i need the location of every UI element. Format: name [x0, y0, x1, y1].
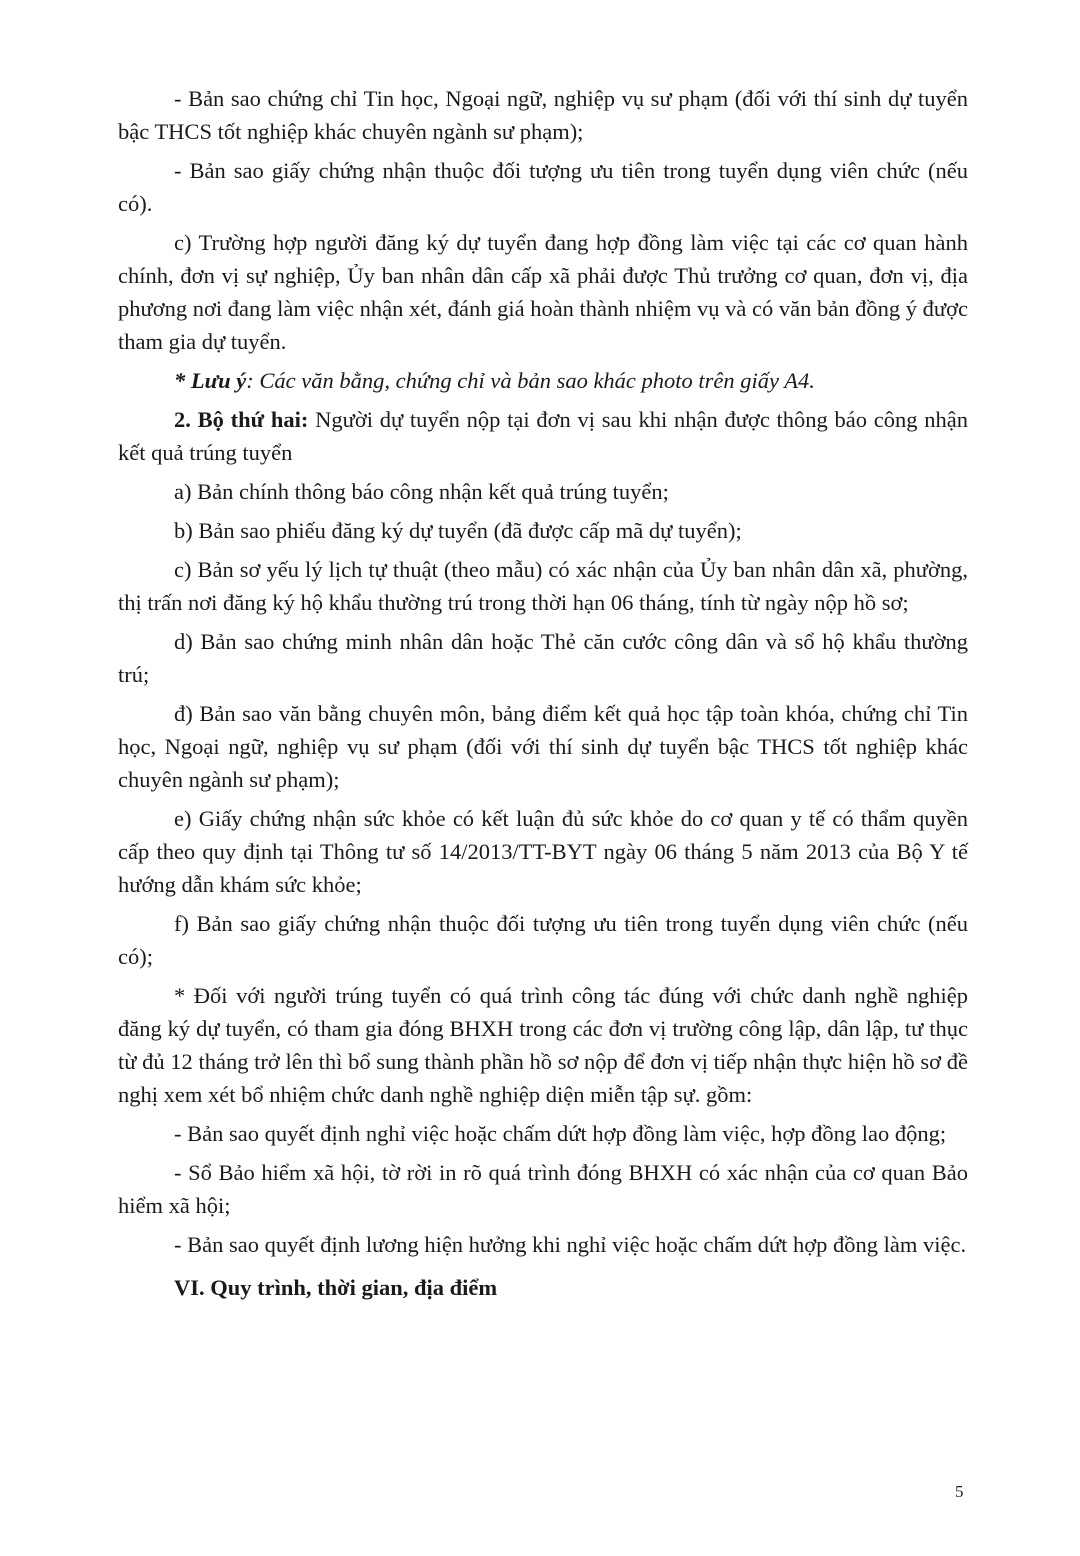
document-page	[118, 82, 968, 1310]
section-2-lead: 2. Bộ thứ hai:	[174, 407, 309, 432]
item-social-insurance: - Sổ Bảo hiểm xã hội, tờ rời in rõ quá trình đóng BHXH có xác nhận của cơ quan Bảo hiểm xã hội;	[118, 1160, 968, 1218]
note-paragraph	[118, 364, 968, 397]
note-text: : Các văn bằng, chứng chỉ và bản sao khác photo trên giấy A4.	[246, 368, 815, 393]
section-heading: VI. Quy trình, thời gian, địa điểm	[174, 1275, 498, 1300]
paragraph-exemption: * Đối với người trúng tuyển có quá trình công tác đúng với chức danh nghề nghiệp đăng ký dự tuyển, có tham gia đóng BHXH trong các đơn vị trường công lập, dân lập, tư thục từ đủ 12 tháng trở lên thì bổ sung thành phần hồ sơ nộp để đơn vị tiếp nhận thực hiện hồ sơ đề nghị xem xét bổ nhiệm chức danh nghề nghiệp diện miễn tập sự. gồm:	[118, 983, 968, 1107]
item-e: e) Giấy chứng nhận sức khỏe có kết luận đủ sức khỏe do cơ quan y tế có thẩm quyền cấp theo quy định tại Thông tư số 14/2013/TT-BYT ngày 06 tháng 5 năm 2013 của Bộ Y tế hướng dẫn khám sức khỏe;	[118, 806, 968, 897]
item-dd: đ) Bản sao văn bằng chuyên môn, bảng điểm kết quả học tập toàn khóa, chứng chỉ Tin học, Ngoại ngữ, nghiệp vụ sư phạm (đối với thí sinh dự tuyển bậc THCS tốt nghiệp khác chuyên ngành sư phạm);	[118, 701, 968, 792]
item-resignation-decision: - Bản sao quyết định nghỉ việc hoặc chấm dứt hợp đồng làm việc, hợp đồng lao động;	[174, 1121, 947, 1146]
item-b: b) Bản sao phiếu đăng ký dự tuyển (đã được cấp mã dự tuyển);	[174, 518, 742, 543]
paragraph-copy-certificates: - Bản sao chứng chỉ Tin học, Ngoại ngữ, nghiệp vụ sư phạm (đối với thí sinh dự tuyển bậc THCS tốt nghiệp khác chuyên ngành sư phạm);	[118, 86, 968, 144]
paragraph-contract-case: c) Trường hợp người đăng ký dự tuyển đang hợp đồng làm việc tại các cơ quan hành chính, đơn vị sự nghiệp, Ủy ban nhân dân cấp xã phải được Thủ trưởng cơ quan, đơn vị, địa phương nơi đang làm việc nhận xét, đánh giá hoàn thành nhiệm vụ và có văn bản đồng ý được tham gia dự tuyển.	[118, 230, 968, 354]
paragraph-priority-certificate: - Bản sao giấy chứng nhận thuộc đối tượng ưu tiên trong tuyển dụng viên chức (nếu có).	[118, 158, 968, 216]
section-2-paragraph	[118, 403, 968, 469]
item-c: c) Bản sơ yếu lý lịch tự thuật (theo mẫu) có xác nhận của Ủy ban nhân dân xã, phường, thị trấn nơi đăng ký hộ khẩu thường trú trong thời hạn 06 tháng, tính từ ngày nộp hồ sơ;	[118, 557, 968, 615]
item-salary-decision: - Bản sao quyết định lương hiện hưởng khi nghỉ việc hoặc chấm dứt hợp đồng làm việc.	[174, 1232, 967, 1257]
note-lead: * Lưu ý	[174, 368, 247, 393]
section-2-text: Người dự tuyển nộp tại đơn vị sau khi nhận được thông báo công nhận kết quả trúng tuyển	[118, 407, 968, 465]
item-f: f) Bản sao giấy chứng nhận thuộc đối tượng ưu tiên trong tuyển dụng viên chức (nếu có);	[118, 911, 968, 969]
page-number: 5	[955, 1482, 964, 1501]
item-d: d) Bản sao chứng minh nhân dân hoặc Thẻ căn cước công dân và sổ hộ khẩu thường trú;	[118, 629, 968, 687]
item-a: a) Bản chính thông báo công nhận kết quả trúng tuyển;	[174, 479, 669, 504]
